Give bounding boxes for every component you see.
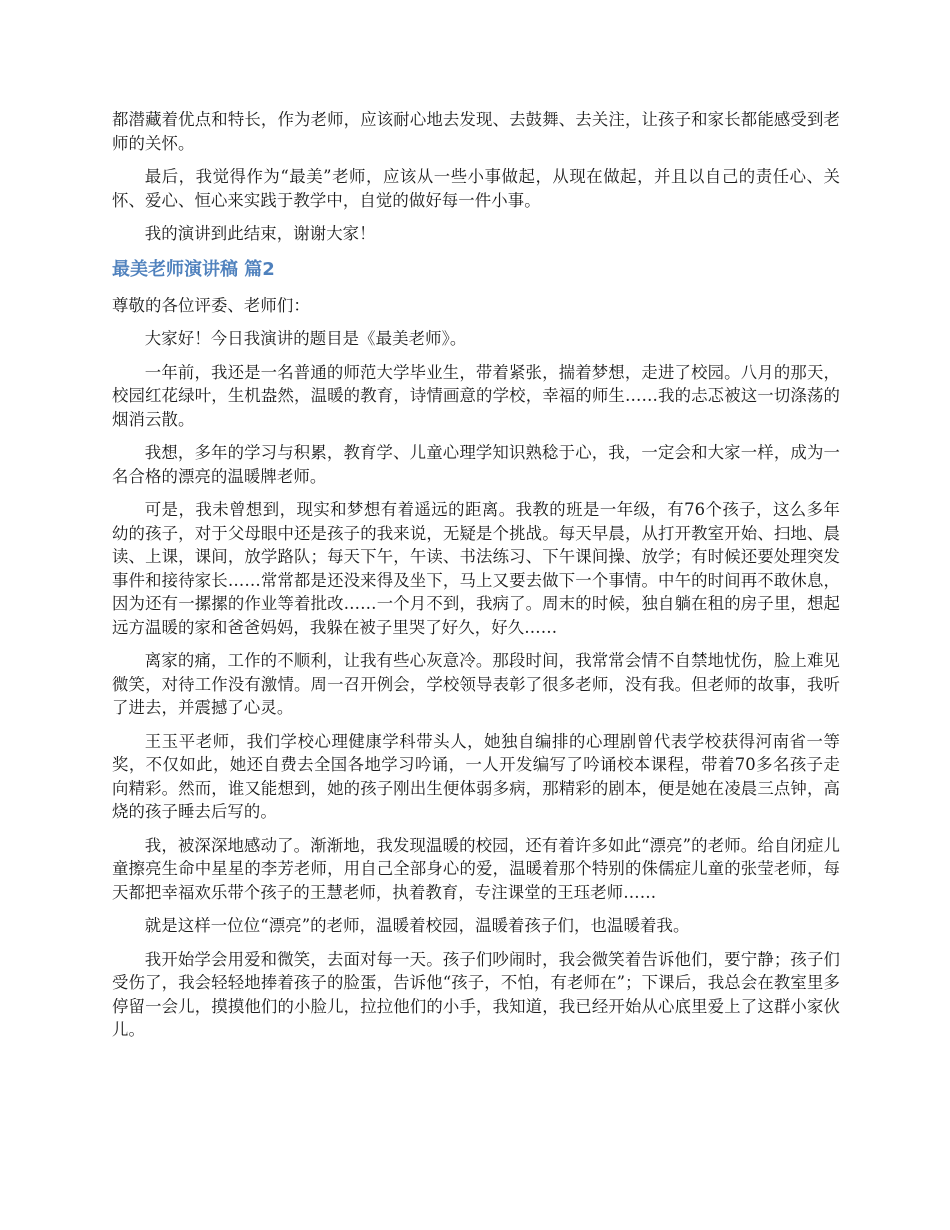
paragraph: 一年前，我还是一名普通的师范大学毕业生，带着紧张，揣着梦想，走进了校园。八月的那天，校园红花绿叶，生机盎然，温暖的教育，诗情画意的学校，幸福的师生……我的忐忑被这一切涤荡的烟消云散。 (112, 362, 840, 429)
section-heading: 最美老师演讲稿 篇2 (112, 258, 275, 280)
paragraph: 最后，我觉得作为“最美”老师，应该从一些小事做起，从现在做起，并且以自己的责任心、关怀、爱心、恒心来实践于教学中，自觉的做好每一件小事。 (112, 167, 840, 210)
paragraph: 我想，多年的学习与积累，教育学、儿童心理学知识熟稔于心，我，一定会和大家一样，成为一名合格的漂亮的温暖牌老师。 (112, 443, 840, 486)
paragraph: 可是，我未曾想到，现实和梦想有着遥远的距离。我教的班是一年级，有76个孩子，这么多年幼的孩子，对于父母眼中还是孩子的我来说，无疑是个挑战。每天早晨，从打开教室开始、扫地、晨读、上课，课间，放学路队；每天下午，午读、书法练习、下午课间操、放学；有时候还要处理突发事件和接待家长……常常都是还没来得及坐下，马上又要去做下一个事情。中午的时间再不敢休息，因为还有一摞摞的作业等着批改……一个月不到，我病了。周末的时候，独自躺在租的房子里，想起远方温暖的家和爸爸妈妈，我躲在被子里哭了好久，好久…… (112, 500, 840, 637)
document-page (112, 108, 840, 1052)
paragraph: 大家好！今日我演讲的题目是《最美老师》。 (144, 329, 467, 348)
paragraph: 我，被深深地感动了。渐渐地，我发现温暖的校园，还有着许多如此“漂亮”的老师。给自闭症儿童擦亮生命中星星的李芳老师，用自己全部身心的爱，温暖着那个特别的侏儒症儿童的张莹老师，每天都把幸福欢乐带个孩子的王慧老师，执着教育，专注课堂的王珏老师…… (112, 835, 840, 902)
paragraph: 王玉平老师，我们学校心理健康学科带头人，她独自编排的心理剧曾代表学校获得河南省一等奖，不仅如此，她还自费去全国各地学习吟诵，一人开发编写了吟诵校本课程，带着70多名孩子走向精彩。然而，谁又能想到，她的孩子刚出生便体弱多病，那精彩的剧本，便是她在凌晨三点钟，高烧的孩子睡去后写的。 (112, 731, 840, 821)
paragraph: 我的演讲到此结束，谢谢大家！ (144, 224, 376, 243)
paragraph: 都潜藏着优点和特长，作为老师，应该耐心地去发现、去鼓舞、去关注，让孩子和家长都能感受到老师的关怀。 (112, 110, 840, 153)
paragraph: 就是这样一位位“漂亮”的老师，温暖着校园，温暖着孩子们，也温暖着我。 (144, 916, 690, 935)
paragraph: 我开始学会用爱和微笑，去面对每一天。孩子们吵闹时，我会微笑着告诉他们，要宁静；孩子们受伤了，我会轻轻地捧着孩子的脸蛋，告诉他“孩子，不怕，有老师在”；下课后，我总会在教室里多停留一会儿，摸摸他们的小脸儿，拉拉他们的小手，我知道，我已经开始从心底里爱上了这群小家伙儿。 (112, 949, 840, 1039)
paragraph: 离家的痛，工作的不顺利，让我有些心灰意冷。那段时间，我常常会情不自禁地忧伤，脸上难见微笑，对待工作没有激情。周一召开例会，学校领导表彰了很多老师，没有我。但老师的故事，我听了进去，并震撼了心灵。 (112, 651, 840, 717)
greeting: 尊敬的各位评委、老师们： (112, 295, 310, 315)
